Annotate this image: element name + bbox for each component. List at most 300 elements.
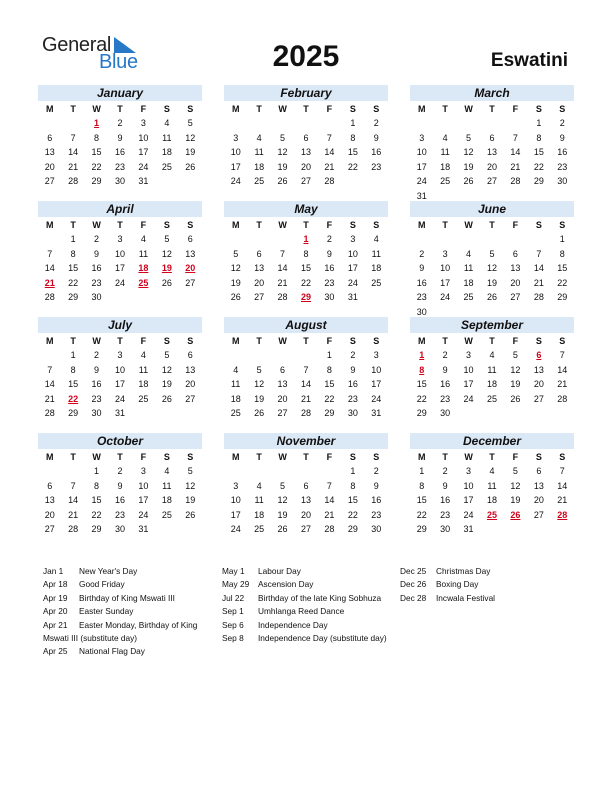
month-march <box>410 85 574 203</box>
weekday-label: F <box>326 336 333 346</box>
calendar-date: 3 <box>233 132 239 143</box>
calendar-date: 2 <box>94 350 100 360</box>
holiday-date-label: Jul 22 <box>222 592 245 603</box>
month-title: February <box>224 85 388 101</box>
holiday-date-label: Sep 8 <box>222 633 244 644</box>
calendar-date: 2 <box>559 118 565 128</box>
weekday-label: W <box>92 336 101 346</box>
calendar-date: 11 <box>138 364 149 375</box>
calendar-date: 1 <box>70 234 76 244</box>
calendar-date: 23 <box>440 393 451 404</box>
calendar-date: 10 <box>347 248 358 259</box>
calendar-date: 8 <box>559 248 565 259</box>
calendar-date: 20 <box>533 379 544 389</box>
holiday-entry <box>400 578 570 591</box>
weekday-label: F <box>512 220 519 230</box>
calendar-date: 5 <box>280 132 286 143</box>
calendar-date: 17 <box>347 263 358 273</box>
calendar-date: 21 <box>324 161 335 172</box>
calendar-date: 2 <box>419 248 425 259</box>
calendar-date: 10 <box>440 263 451 273</box>
calendar-date: 22 <box>91 509 102 520</box>
calendar-date: 9 <box>94 364 100 375</box>
calendar-date: 16 <box>557 147 568 157</box>
weekday-label: S <box>559 336 566 346</box>
calendar-date: 17 <box>230 509 241 520</box>
calendar-date: 2 <box>117 118 123 128</box>
calendar-date: 21 <box>557 495 568 505</box>
weekday-header <box>38 103 202 116</box>
holiday-date: 25 <box>138 277 149 288</box>
weekday-header <box>224 103 388 116</box>
weekday-label: T <box>442 104 448 114</box>
holiday-entry <box>43 578 218 591</box>
weekday-label: S <box>349 452 356 462</box>
calendar-date: 27 <box>44 524 55 534</box>
weekday-label: F <box>326 452 333 462</box>
calendar-date: 16 <box>91 379 102 389</box>
month-september <box>410 317 574 421</box>
day-grid <box>410 232 574 319</box>
calendar-date: 27 <box>486 176 497 186</box>
calendar-date: 19 <box>486 277 497 288</box>
calendar-date: 20 <box>254 277 265 288</box>
calendar-date: 3 <box>140 466 146 476</box>
calendar-date: 5 <box>233 248 239 259</box>
calendar-date: 3 <box>140 118 146 128</box>
calendar-date: 1 <box>326 350 332 360</box>
calendar-date: 25 <box>463 292 474 302</box>
weekday-header <box>224 219 388 232</box>
calendar-date: 13 <box>254 263 265 273</box>
calendar-date: 3 <box>466 350 472 360</box>
calendar-date: 27 <box>300 524 311 534</box>
month-april <box>38 201 202 305</box>
calendar-date: 16 <box>440 495 451 505</box>
calendar-date: 8 <box>70 248 76 259</box>
weekday-label: F <box>140 220 147 230</box>
calendar-date: 20 <box>44 161 55 172</box>
calendar-date: 11 <box>463 263 474 273</box>
holiday-date: 26 <box>510 509 521 520</box>
empty-cell <box>38 464 61 479</box>
weekday-header <box>410 103 574 116</box>
calendar-date: 3 <box>350 234 356 244</box>
calendar-date: 12 <box>277 495 288 505</box>
calendar-date: 15 <box>91 495 102 505</box>
calendar-date: 13 <box>510 263 521 273</box>
calendar-date: 5 <box>280 480 286 491</box>
month-title: November <box>224 433 388 449</box>
calendar-date: 4 <box>233 364 239 375</box>
calendar-date: 14 <box>44 379 55 389</box>
empty-cell <box>224 348 247 363</box>
calendar-date: 18 <box>486 379 497 389</box>
weekday-label: W <box>92 104 101 114</box>
holiday-entry <box>43 605 218 618</box>
weekday-label: S <box>535 336 542 346</box>
calendar-date: 14 <box>557 480 568 491</box>
calendar-date: 8 <box>419 480 425 491</box>
calendar-date: 25 <box>254 176 265 186</box>
day-grid <box>38 232 202 305</box>
holiday-date-label: Sep 1 <box>222 606 244 617</box>
calendar-date: 9 <box>326 248 332 259</box>
month-july <box>38 317 202 421</box>
calendar-date: 23 <box>347 393 358 404</box>
holiday-date-label: Apr 18 <box>43 579 68 590</box>
calendar-date: 19 <box>510 495 521 505</box>
weekday-label: S <box>187 452 194 462</box>
calendar-date: 2 <box>373 466 379 476</box>
calendar-date: 31 <box>371 408 382 418</box>
calendar-date: 19 <box>277 161 288 172</box>
calendar-date: 30 <box>347 408 358 418</box>
weekday-label: M <box>45 336 54 346</box>
calendar-date: 8 <box>350 480 356 491</box>
month-title: January <box>38 85 202 101</box>
empty-cell <box>504 116 527 131</box>
weekday-label: T <box>303 220 309 230</box>
empty-cell <box>480 232 503 247</box>
empty-cell <box>224 116 247 131</box>
calendar-date: 22 <box>557 277 568 288</box>
holiday-name: Ascension Day <box>258 579 314 590</box>
weekday-header <box>410 335 574 348</box>
calendar-date: 22 <box>347 509 358 520</box>
calendar-date: 16 <box>114 147 125 157</box>
calendar-date: 28 <box>533 292 544 302</box>
empty-cell <box>410 232 433 247</box>
calendar-date: 29 <box>416 408 427 418</box>
calendar-date: 17 <box>114 263 125 273</box>
day-grid <box>410 116 574 203</box>
holiday-entry <box>43 619 218 646</box>
holiday-date: 21 <box>44 277 55 288</box>
calendar-date: 26 <box>185 509 196 520</box>
calendar-date: 11 <box>371 248 381 259</box>
calendar-date: 19 <box>254 393 265 404</box>
calendar-date: 18 <box>254 161 265 172</box>
weekday-label: S <box>535 452 542 462</box>
calendar-date: 29 <box>533 176 544 186</box>
calendar-date: 28 <box>277 292 288 302</box>
calendar-date: 18 <box>371 263 382 273</box>
weekday-header <box>38 335 202 348</box>
calendar-date: 14 <box>68 495 79 505</box>
calendar-date: 17 <box>230 161 241 172</box>
month-title: June <box>410 201 574 217</box>
holiday-name: New Year's Day <box>79 566 138 576</box>
calendar-date: 21 <box>324 509 335 520</box>
calendar-date: 25 <box>254 524 265 534</box>
weekday-label: T <box>256 452 262 462</box>
calendar-date: 13 <box>185 248 196 259</box>
weekday-label: S <box>163 104 170 114</box>
calendar-date: 1 <box>70 350 76 360</box>
holiday-entry <box>222 565 394 578</box>
weekday-header <box>410 451 574 464</box>
calendar-date: 31 <box>138 524 149 534</box>
empty-cell <box>224 464 247 479</box>
weekday-header <box>410 219 574 232</box>
weekday-label: S <box>559 452 566 462</box>
calendar-date: 12 <box>161 364 172 375</box>
calendar-date: 7 <box>280 248 286 259</box>
month-title: April <box>38 201 202 217</box>
empty-cell <box>247 232 270 247</box>
calendar-date: 4 <box>373 234 379 244</box>
calendar-date: 12 <box>185 480 196 491</box>
calendar-date: 11 <box>162 480 172 491</box>
calendar-date: 17 <box>440 277 451 288</box>
month-december <box>410 433 574 537</box>
calendar-date: 13 <box>185 364 196 375</box>
calendar-date: 17 <box>138 495 149 505</box>
calendar-date: 22 <box>91 161 102 172</box>
weekday-label: S <box>187 104 194 114</box>
calendar-date: 22 <box>416 509 427 520</box>
calendar-date: 12 <box>254 379 265 389</box>
weekday-label: W <box>464 452 473 462</box>
month-january <box>38 85 202 189</box>
calendar-date: 23 <box>91 393 102 404</box>
empty-cell <box>271 464 294 479</box>
calendar-date: 17 <box>138 147 149 157</box>
calendar-date: 14 <box>324 495 335 505</box>
calendar-date: 16 <box>371 147 382 157</box>
calendar-date: 23 <box>416 292 427 302</box>
calendar-date: 7 <box>326 132 332 143</box>
calendar-date: 23 <box>324 277 335 288</box>
weekday-label: T <box>256 220 262 230</box>
calendar-date: 3 <box>419 132 425 143</box>
calendar-date: 6 <box>303 480 309 491</box>
empty-cell <box>224 232 247 247</box>
weekday-label: T <box>256 104 262 114</box>
calendar-date: 30 <box>557 176 568 186</box>
calendar-date: 6 <box>303 132 309 143</box>
weekday-label: T <box>489 104 495 114</box>
holiday-entry <box>222 592 394 605</box>
holiday-date: 1 <box>94 118 100 128</box>
calendar-date: 7 <box>70 480 76 491</box>
calendar-date: 4 <box>489 350 495 360</box>
holiday-name: Boxing Day <box>436 579 479 590</box>
empty-cell <box>433 232 456 247</box>
calendar-date: 2 <box>373 118 379 128</box>
holiday-date-label: Dec 25 <box>400 566 427 576</box>
weekday-label: F <box>140 452 147 462</box>
calendar-date: 18 <box>486 495 497 505</box>
calendar-date: 11 <box>487 364 497 375</box>
holiday-date: 29 <box>300 292 311 302</box>
calendar-date: 25 <box>161 509 172 520</box>
empty-cell <box>294 348 317 363</box>
calendar-date: 17 <box>371 379 382 389</box>
weekday-label: M <box>231 336 240 346</box>
weekday-label: S <box>163 220 170 230</box>
calendar-date: 31 <box>463 524 474 534</box>
calendar-date: 20 <box>510 277 521 288</box>
calendar-date: 30 <box>114 176 125 186</box>
calendar-date: 4 <box>256 132 262 143</box>
calendar-date: 16 <box>416 277 427 288</box>
calendar-date: 6 <box>187 350 193 360</box>
calendar-date: 24 <box>463 393 474 404</box>
calendar-date: 12 <box>277 147 288 157</box>
weekday-label: W <box>464 220 473 230</box>
empty-cell <box>480 116 503 131</box>
calendar-date: 6 <box>47 480 53 491</box>
holiday-date: 18 <box>138 263 149 273</box>
calendar-date: 20 <box>44 509 55 520</box>
holiday-entry <box>222 605 394 618</box>
empty-cell <box>527 232 550 247</box>
weekday-label: S <box>349 220 356 230</box>
calendar-date: 8 <box>70 364 76 375</box>
holiday-entry <box>43 645 218 658</box>
month-title: December <box>410 433 574 449</box>
holiday-date-label: Dec 28 <box>400 592 427 603</box>
month-title: July <box>38 317 202 333</box>
calendar-date: 27 <box>44 176 55 186</box>
calendar-date: 15 <box>416 379 427 389</box>
calendar-date: 10 <box>138 132 149 143</box>
weekday-label: W <box>92 220 101 230</box>
calendar-date: 27 <box>185 393 196 404</box>
calendar-date: 19 <box>277 509 288 520</box>
weekday-label: W <box>464 104 473 114</box>
weekday-label: T <box>117 452 123 462</box>
holiday-entry <box>400 592 570 605</box>
empty-cell <box>38 116 61 131</box>
holiday-date-label: Apr 20 <box>43 606 68 617</box>
month-title: September <box>410 317 574 333</box>
calendar-date: 18 <box>138 379 149 389</box>
calendar-date: 16 <box>347 379 358 389</box>
calendar-date: 22 <box>533 161 544 172</box>
calendar-date: 10 <box>114 248 125 259</box>
calendar-date: 24 <box>138 161 149 172</box>
calendar-date: 30 <box>324 292 335 302</box>
calendar-date: 26 <box>486 292 497 302</box>
calendar-date: 5 <box>512 466 518 476</box>
calendar-date: 14 <box>44 263 55 273</box>
calendar-date: 18 <box>161 495 172 505</box>
empty-cell <box>38 348 61 363</box>
holiday-date-label: Apr 25 <box>43 646 68 657</box>
calendar-date: 16 <box>91 263 102 273</box>
empty-cell <box>247 348 270 363</box>
weekday-label: S <box>373 220 380 230</box>
calendar-date: 21 <box>300 393 311 404</box>
calendar-date: 12 <box>510 364 521 375</box>
calendar-date: 9 <box>94 248 100 259</box>
weekday-label: W <box>278 104 287 114</box>
weekday-label: S <box>373 452 380 462</box>
calendar-date: 4 <box>140 350 146 360</box>
calendar-date: 10 <box>138 480 149 491</box>
weekday-label: S <box>559 104 566 114</box>
holiday-name: Umhlanga Reed Dance <box>258 606 345 617</box>
calendar-date: 11 <box>254 495 264 505</box>
calendar-date: 31 <box>114 408 125 418</box>
empty-cell <box>247 116 270 131</box>
month-title: May <box>224 201 388 217</box>
calendar-date: 24 <box>440 292 451 302</box>
calendar-date: 4 <box>489 466 495 476</box>
empty-cell <box>433 116 456 131</box>
calendar-date: 24 <box>416 176 427 186</box>
calendar-date: 22 <box>347 161 358 172</box>
calendar-date: 28 <box>44 292 55 302</box>
month-october <box>38 433 202 537</box>
holiday-date-label: Dec 26 <box>400 579 427 590</box>
empty-cell <box>294 116 317 131</box>
day-grid <box>38 348 202 421</box>
calendar-date: 12 <box>486 263 497 273</box>
calendar-date: 2 <box>326 234 332 244</box>
weekday-label: F <box>140 104 147 114</box>
calendar-date: 30 <box>440 524 451 534</box>
holiday-entry <box>222 632 394 645</box>
calendar-date: 28 <box>557 393 568 404</box>
weekday-label: S <box>535 104 542 114</box>
calendar-date: 15 <box>416 495 427 505</box>
calendar-date: 30 <box>416 306 427 317</box>
calendar-date: 26 <box>277 524 288 534</box>
holiday-name: Labour Day <box>258 566 301 576</box>
logo-blue-text: Blue <box>99 51 138 73</box>
calendar-date: 11 <box>162 132 172 143</box>
calendar-date: 24 <box>347 277 358 288</box>
weekday-label: S <box>559 220 566 230</box>
calendar-date: 15 <box>557 263 568 273</box>
calendar-date: 8 <box>326 364 332 375</box>
calendar-date: 5 <box>512 350 518 360</box>
calendar-date: 6 <box>512 248 518 259</box>
calendar-date: 12 <box>230 263 241 273</box>
weekday-label: S <box>163 452 170 462</box>
day-grid <box>410 348 574 421</box>
calendar-date: 20 <box>277 393 288 404</box>
calendar-date: 4 <box>164 118 170 128</box>
calendar-date: 9 <box>350 364 356 375</box>
calendar-date: 1 <box>419 466 425 476</box>
weekday-label: T <box>303 452 309 462</box>
calendar-date: 11 <box>231 379 241 389</box>
calendar-date: 19 <box>463 161 474 172</box>
calendar-date: 7 <box>559 350 565 360</box>
empty-cell <box>504 232 527 247</box>
weekday-label: F <box>326 104 333 114</box>
calendar-date: 29 <box>557 292 568 302</box>
calendar-date: 22 <box>324 393 335 404</box>
calendar-date: 8 <box>94 132 100 143</box>
month-november <box>224 433 388 537</box>
day-grid <box>224 464 388 537</box>
holiday-date: 1 <box>303 234 309 244</box>
calendar-date: 9 <box>373 480 379 491</box>
calendar-date: 12 <box>185 132 196 143</box>
empty-cell <box>38 232 61 247</box>
calendar-date: 13 <box>300 147 311 157</box>
empty-cell <box>247 464 270 479</box>
calendar-date: 23 <box>557 161 568 172</box>
holiday-name: Birthday of King Mswati III <box>79 592 175 603</box>
month-may <box>224 201 388 305</box>
